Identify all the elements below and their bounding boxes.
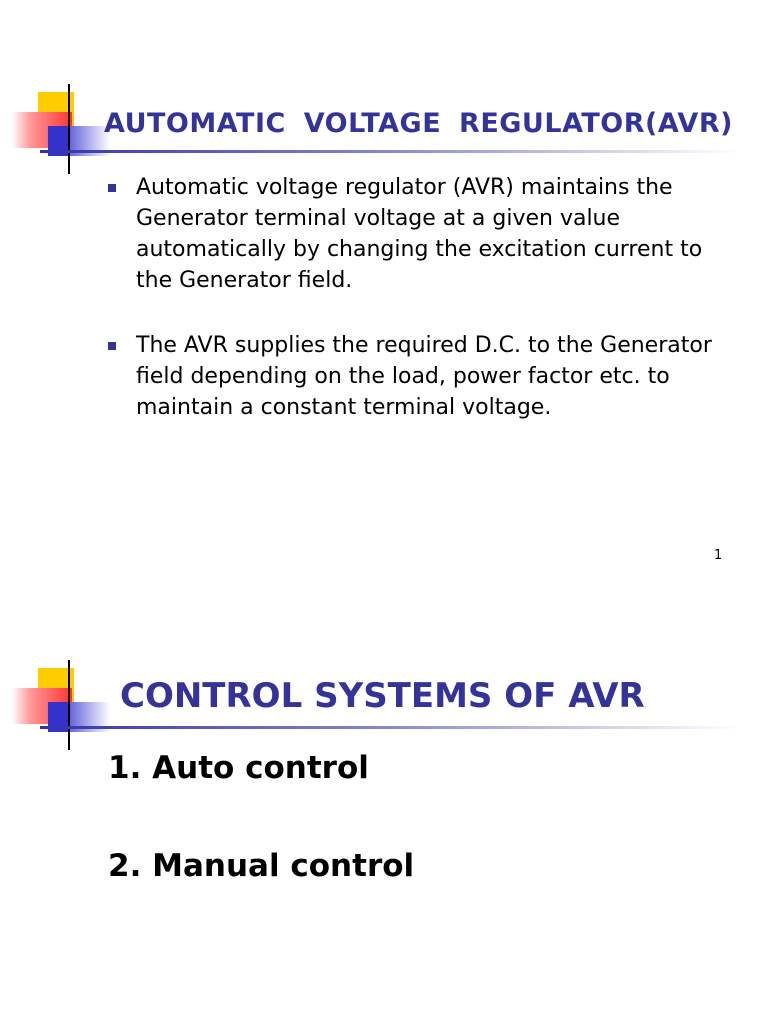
title-underline [40, 726, 740, 729]
square-bullet-icon [108, 342, 116, 350]
title-underline [40, 150, 740, 153]
bullet-item [108, 172, 728, 296]
slide-2 [0, 600, 768, 1024]
bullet-text: The AVR supplies the required D.C. to the Generator field depending on the load, power factor etc. to maintain a constant terminal voltage. [136, 333, 712, 420]
page-number: 1 [714, 548, 723, 563]
bullet-text: Automatic voltage regulator (AVR) maintains the Generator terminal voltage at a given value automatically by changing the excitation current to the Generator field. [136, 175, 703, 293]
square-bullet-icon [108, 184, 116, 192]
decorative-logo [12, 92, 112, 182]
bullet-list [108, 172, 728, 457]
slide-title: AUTOMATIC VOLTAGE REGULATOR(AVR) [104, 108, 733, 139]
deco-vertical-line [68, 660, 70, 750]
bullet-item [108, 330, 728, 423]
list-item-auto-control: 1. Auto control [108, 750, 369, 786]
slide-title: CONTROL SYSTEMS OF AVR [120, 676, 645, 716]
list-item-manual-control: 2. Manual control [108, 848, 415, 884]
decorative-logo [12, 668, 112, 758]
deco-vertical-line [68, 84, 70, 174]
